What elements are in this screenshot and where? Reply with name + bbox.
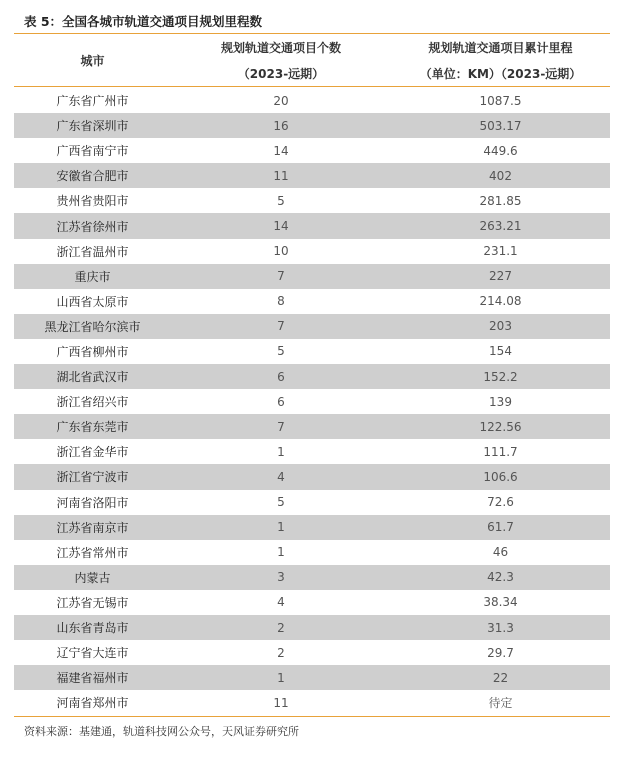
table-row (14, 515, 610, 540)
table-row (14, 464, 610, 489)
cell-city: 安徽省合肥市 (56, 169, 129, 184)
cell-project-count: 1 (277, 670, 285, 685)
cell-city: 浙江省绍兴市 (56, 395, 129, 410)
header-rule (14, 86, 610, 87)
cell-project-count: 1 (277, 545, 285, 560)
cell-mileage: 154 (489, 344, 512, 359)
cell-mileage: 42.3 (487, 570, 514, 585)
table-row (14, 590, 610, 615)
table-row (14, 615, 610, 640)
cell-mileage: 待定 (488, 696, 513, 711)
cell-project-count: 7 (277, 319, 285, 334)
header-mileage (391, 35, 610, 86)
table-row (14, 389, 610, 414)
cell-project-count: 5 (277, 344, 285, 359)
cell-mileage: 503.17 (479, 118, 522, 133)
cell-city: 广东省东莞市 (56, 420, 129, 435)
cell-project-count: 2 (277, 645, 285, 660)
table-header (14, 35, 610, 86)
cell-city: 山西省太原市 (56, 294, 129, 309)
cell-city: 江苏省常州市 (56, 545, 129, 560)
cell-mileage: 46 (492, 545, 509, 560)
cell-mileage: 152.2 (483, 369, 518, 384)
cell-mileage: 111.7 (483, 444, 518, 459)
header-mileage-line1: 规划轨道交通项目累计里程 (428, 41, 573, 56)
source-note: 资料来源：基建通，轨道科技网公众号，天风证券研究所 (24, 725, 299, 738)
cell-city: 广西省南宁市 (56, 144, 129, 159)
cell-mileage: 31.3 (487, 620, 514, 635)
cell-project-count: 6 (277, 394, 285, 409)
cell-city: 广东省广州市 (56, 94, 129, 109)
table-row (14, 690, 610, 715)
table-row (14, 88, 610, 113)
table-row (14, 540, 610, 565)
cell-mileage: 72.6 (487, 495, 514, 510)
cell-city: 贵州省贵阳市 (56, 194, 129, 209)
cell-project-count: 4 (277, 595, 285, 610)
cell-mileage: 139 (489, 394, 512, 409)
table-row (14, 640, 610, 665)
cell-project-count: 3 (277, 570, 285, 585)
cell-mileage: 22 (492, 670, 509, 685)
cell-project-count: 8 (277, 294, 285, 309)
table-row (14, 289, 610, 314)
table-row (14, 364, 610, 389)
bottom-rule (14, 716, 610, 717)
top-rule (14, 33, 610, 34)
table-row (14, 239, 610, 264)
cell-project-count: 7 (277, 419, 285, 434)
cell-city: 江苏省南京市 (56, 520, 129, 535)
cell-city: 重庆市 (74, 269, 111, 284)
table-row (14, 414, 610, 439)
cell-city: 广西省柳州市 (56, 344, 129, 359)
cell-project-count: 4 (277, 469, 285, 484)
cell-city: 浙江省金华市 (56, 445, 129, 460)
table-row (14, 138, 610, 163)
cell-city: 江苏省无锡市 (56, 595, 129, 610)
table-row (14, 339, 610, 364)
cell-project-count: 14 (273, 143, 289, 158)
cell-mileage: 1087.5 (479, 93, 522, 108)
header-project-count (171, 35, 391, 86)
cell-city: 浙江省温州市 (56, 244, 129, 259)
cell-city: 内蒙古 (74, 570, 111, 585)
cell-city: 福建省福州市 (56, 671, 129, 686)
header-project-count-line1: 规划轨道交通项目个数 (220, 41, 341, 56)
cell-city: 山东省青岛市 (56, 621, 129, 636)
cell-project-count: 10 (273, 244, 289, 259)
table-row (14, 213, 610, 238)
cell-city: 辽宁省大连市 (56, 646, 129, 661)
cell-mileage: 106.6 (483, 469, 518, 484)
cell-city: 湖北省武汉市 (56, 370, 129, 385)
table-row (14, 188, 610, 213)
cell-mileage: 214.08 (479, 294, 522, 309)
cell-mileage: 227 (489, 269, 512, 284)
table-row (14, 665, 610, 690)
table-row (14, 163, 610, 188)
cell-mileage: 402 (489, 168, 512, 183)
cell-project-count: 11 (273, 695, 289, 710)
cell-project-count: 1 (277, 520, 285, 535)
table-row (14, 490, 610, 515)
cell-mileage: 231.1 (483, 244, 518, 259)
cell-mileage: 122.56 (479, 419, 522, 434)
cell-project-count: 20 (273, 93, 289, 108)
cell-mileage: 61.7 (487, 520, 514, 535)
cell-project-count: 2 (277, 620, 285, 635)
cell-city: 黑龙江省哈尔滨市 (44, 319, 141, 334)
cell-city: 河南省洛阳市 (56, 495, 129, 510)
table-title: 表 5：全国各城市轨道交通项目规划里程数 (24, 14, 263, 29)
cell-project-count: 5 (277, 193, 285, 208)
header-mileage-line2: （单位：KM）（2023-远期） (419, 66, 582, 81)
cell-project-count: 14 (273, 219, 289, 234)
cell-project-count: 1 (277, 444, 285, 459)
header-project-count-line2: （2023-远期） (237, 66, 325, 81)
cell-mileage: 29.7 (487, 645, 514, 660)
table-row (14, 264, 610, 289)
table-row (14, 565, 610, 590)
header-city: 城市 (80, 54, 105, 68)
cell-city: 河南省郑州市 (56, 696, 129, 711)
cell-mileage: 263.21 (479, 219, 522, 234)
cell-city: 江苏省徐州市 (56, 219, 129, 234)
cell-project-count: 11 (273, 168, 289, 183)
cell-city: 广东省深圳市 (56, 119, 129, 134)
cell-mileage: 203 (489, 319, 512, 334)
table-row (14, 113, 610, 138)
cell-mileage: 281.85 (479, 193, 522, 208)
table-row (14, 439, 610, 464)
cell-city: 浙江省宁波市 (56, 470, 129, 485)
table-body (14, 88, 610, 715)
cell-project-count: 5 (277, 495, 285, 510)
table-row (14, 314, 610, 339)
cell-project-count: 7 (277, 269, 285, 284)
cell-mileage: 38.34 (483, 595, 518, 610)
cell-mileage: 449.6 (483, 143, 518, 158)
cell-project-count: 16 (273, 118, 289, 133)
cell-project-count: 6 (277, 369, 285, 384)
